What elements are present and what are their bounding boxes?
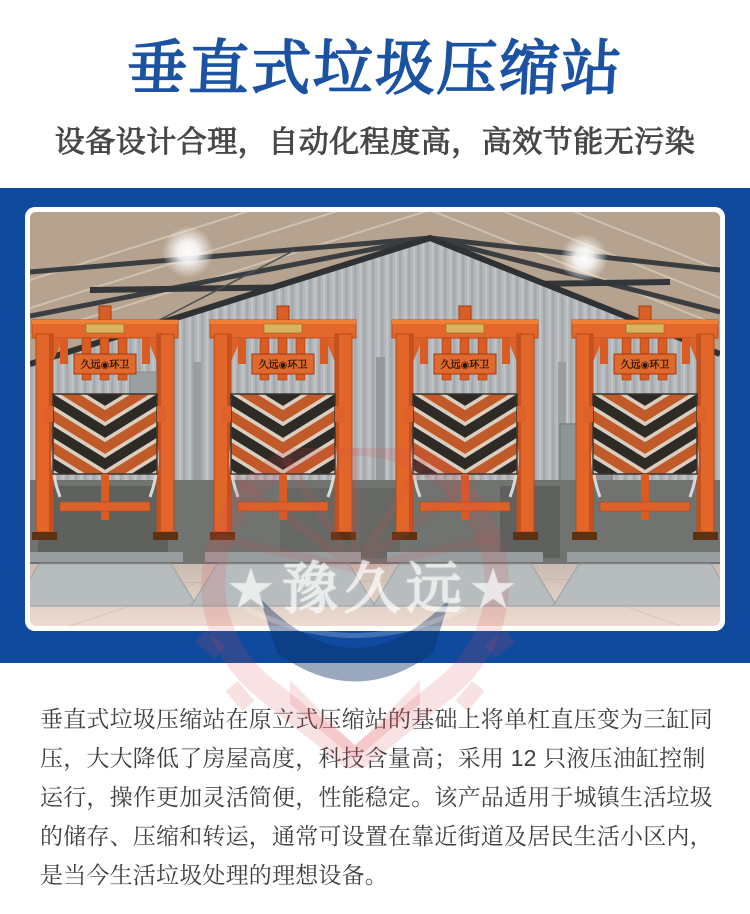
description-line: 的储存、压缩和转运，通常可设置在靠近街道及居民生活小区内， [40, 823, 713, 849]
product-photo-frame [25, 207, 725, 631]
description-line: 运行，操作更加灵活简便，性能稳定。该产品适用于城镇生活垃圾 [40, 784, 713, 810]
description-paragraph [40, 700, 713, 895]
warehouse-photo-illustration [30, 212, 720, 626]
page-title: 垂直式垃圾压缩站 [125, 35, 625, 102]
ceiling-light [560, 234, 608, 282]
ceiling-light [162, 226, 214, 278]
header [0, 0, 750, 159]
description-line: 垂直式垃圾压缩站在原立式压缩站的基础上将单杠直压变为三缸同 [40, 706, 713, 732]
description-line: 是当今生活垃圾处理的理想设备。 [40, 862, 388, 888]
description-line: 压，大大降低了房屋高度，科技含量高；采用 12 只液压油缸控制 [40, 745, 706, 771]
hero-banner [0, 188, 750, 663]
watermark-text: ★豫久远★ [225, 557, 525, 620]
page-subtitle: 设备设计合理，自动化程度高，高效节能无污染 [54, 126, 696, 159]
